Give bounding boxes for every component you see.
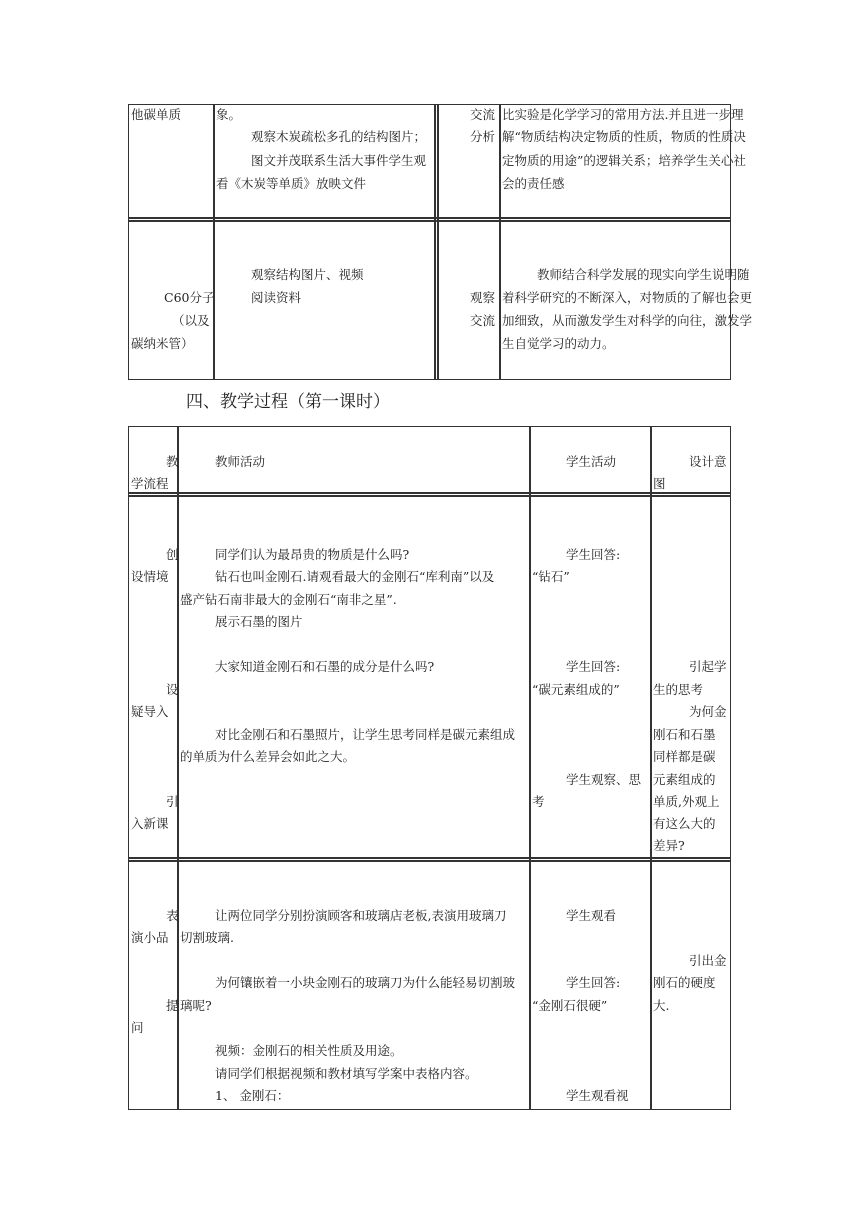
header-teacher: 教师活动 bbox=[215, 454, 266, 469]
teacher-activity: 盛产钻石南非最大的金刚石“南非之星”. bbox=[180, 592, 397, 607]
cell-topic: C60分子 bbox=[164, 290, 215, 305]
header-design: 图 bbox=[653, 476, 666, 491]
teacher-activity: 的单质为什么差异会如此之大。 bbox=[180, 749, 356, 764]
cell-method: 观察 bbox=[470, 290, 496, 305]
cell-purpose: 加细致，从而激发学生对科学的向往，激发学 bbox=[502, 313, 753, 328]
process-step: 问 bbox=[131, 1020, 144, 1035]
process-step: 入新课 bbox=[131, 816, 169, 831]
t2-col-divider-3 bbox=[650, 426, 652, 1110]
design-intent: 有这么大的 bbox=[653, 816, 716, 831]
cell-purpose: 定物质的用途”的逻辑关系；培养学生关心社 bbox=[502, 153, 746, 168]
design-intent: 同样都是碳 bbox=[653, 749, 716, 764]
teacher-activity: 为何镶嵌着一小块金刚石的玻璃刀为什么能轻易切割玻 bbox=[215, 975, 516, 990]
cell-method: 分析 bbox=[470, 129, 496, 144]
teacher-activity: 视频：金刚石的相关性质及用途。 bbox=[215, 1043, 403, 1058]
teacher-activity: 大家知道金刚石和石墨的成分是什么吗? bbox=[215, 659, 435, 674]
header-process: 学流程 bbox=[131, 476, 169, 491]
cell-activity: 观察结构图片、视频 bbox=[251, 267, 364, 282]
student-activity: 考 bbox=[532, 794, 545, 809]
teacher-activity: 请同学们根据视频和教材填写学案中表格内容。 bbox=[215, 1066, 478, 1081]
student-activity: 学生回答: bbox=[566, 975, 621, 990]
t1-row-divider bbox=[128, 217, 731, 219]
t1-col-divider-1 bbox=[213, 104, 215, 380]
header-student: 学生活动 bbox=[566, 454, 617, 469]
process-step: 引 bbox=[166, 794, 179, 809]
cell-purpose: 生自觉学习的动力。 bbox=[502, 336, 615, 351]
student-activity: 学生回答: bbox=[566, 547, 621, 562]
cell-topic: （以及 bbox=[172, 313, 210, 328]
cell-purpose: 解“物质结构决定物质的性质，物质的性质决 bbox=[502, 129, 746, 144]
t2-row-divider bbox=[128, 857, 731, 859]
t2-header-divider bbox=[128, 492, 731, 494]
design-intent: 生的思考 bbox=[653, 682, 704, 697]
student-activity: “钻石” bbox=[532, 569, 570, 584]
cell-activity: 看《木炭等单质》放映文件 bbox=[216, 176, 367, 191]
process-step: 设情境 bbox=[131, 569, 169, 584]
process-step: 演小品 bbox=[131, 930, 169, 945]
student-activity: “金刚石很硬” bbox=[532, 998, 608, 1013]
teacher-activity: 让两位同学分别扮演顾客和玻璃店老板,表演用玻璃刀 bbox=[215, 908, 507, 923]
cell-activity: 观察木炭疏松多孔的结构图片； bbox=[251, 129, 427, 144]
student-activity: 学生观察、思 bbox=[566, 772, 642, 787]
process-step: 创 bbox=[166, 547, 179, 562]
header-process: 教 bbox=[166, 454, 179, 469]
cell-topic: 他碳单质 bbox=[131, 107, 182, 122]
t2-header-divider-double bbox=[128, 495, 731, 497]
design-intent: 刚石的硬度 bbox=[653, 975, 716, 990]
teacher-activity: 璃呢? bbox=[180, 998, 212, 1013]
process-step: 提 bbox=[166, 998, 179, 1013]
process-step: 设 bbox=[166, 682, 179, 697]
section-heading: 四、教学过程（第一课时） bbox=[186, 392, 390, 412]
cell-method: 交流 bbox=[470, 313, 496, 328]
t1-col-divider-2 bbox=[434, 104, 436, 380]
student-activity: “碳元素组成的” bbox=[532, 682, 620, 697]
design-intent: 引起学 bbox=[689, 659, 727, 674]
teacher-activity: 同学们认为最昂贵的物质是什么吗? bbox=[215, 547, 410, 562]
cell-method: 交流 bbox=[470, 107, 496, 122]
teacher-activity: 展示石墨的图片 bbox=[215, 614, 303, 629]
t1-col-divider-3 bbox=[437, 104, 439, 380]
t1-row-divider-double bbox=[128, 220, 731, 222]
cell-purpose: 会的责任感 bbox=[502, 176, 565, 191]
t2-col-divider-2 bbox=[529, 426, 531, 1110]
cell-activity: 阅读资料 bbox=[251, 290, 302, 305]
design-intent: 引出金 bbox=[689, 953, 727, 968]
teacher-activity: 切割玻璃. bbox=[180, 930, 234, 945]
design-intent: 单质,外观上 bbox=[653, 794, 720, 809]
t2-row-divider-double bbox=[128, 860, 731, 862]
teacher-activity: 1、 金刚石： bbox=[215, 1088, 290, 1103]
t1-col-divider-4 bbox=[499, 104, 501, 380]
cell-purpose: 教师结合科学发展的现实向学生说明随 bbox=[537, 267, 750, 282]
cell-topic: 碳纳米管） bbox=[131, 336, 194, 351]
header-design: 设计意 bbox=[689, 454, 727, 469]
student-activity: 学生观看 bbox=[566, 908, 617, 923]
design-intent: 为何金 bbox=[689, 704, 727, 719]
cell-activity: 图文并茂联系生活大事件学生观 bbox=[251, 153, 427, 168]
student-activity: 学生观看视 bbox=[566, 1088, 629, 1103]
cell-activity: 象。 bbox=[216, 107, 242, 122]
cell-purpose: 着科学研究的不断深入，对物质的了解也会更 bbox=[502, 290, 753, 305]
process-step: 疑导入 bbox=[131, 704, 169, 719]
process-step: 表 bbox=[166, 908, 179, 923]
teacher-activity: 对比金刚石和石墨照片，让学生思考同样是碳元素组成 bbox=[215, 727, 516, 742]
teacher-activity: 钻石也叫金刚石.请观看最大的金刚石“库利南”以及 bbox=[215, 569, 495, 584]
teaching-process-table bbox=[128, 426, 731, 1110]
design-intent: 大. bbox=[653, 998, 670, 1013]
design-intent: 元素组成的 bbox=[653, 772, 716, 787]
cell-purpose: 比实验是化学学习的常用方法.并且进一步理 bbox=[502, 107, 744, 122]
student-activity: 学生回答: bbox=[566, 659, 621, 674]
design-intent: 差异? bbox=[653, 838, 685, 853]
design-intent: 刚石和石墨 bbox=[653, 727, 716, 742]
